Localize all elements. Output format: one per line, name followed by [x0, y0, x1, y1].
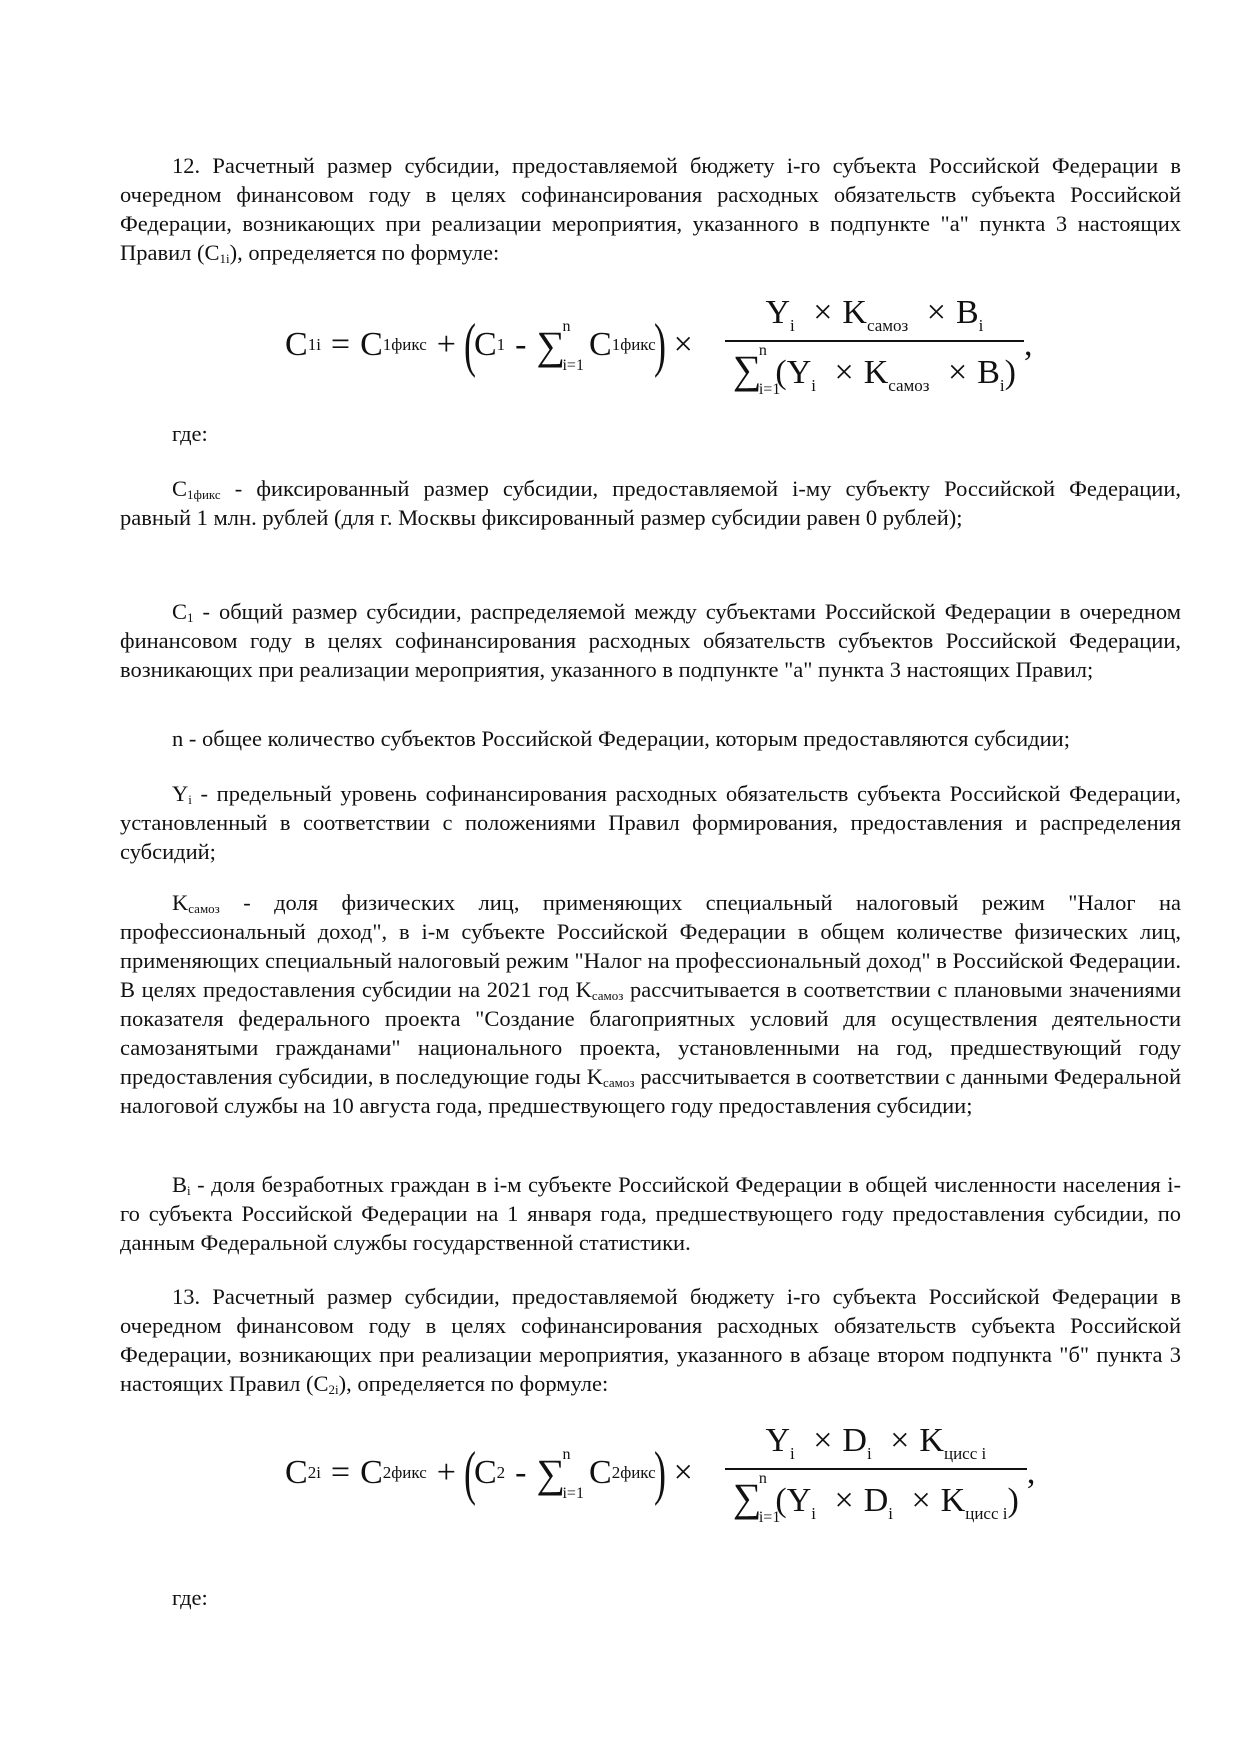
- paragraph-13: 13. Расчетный размер субсидии, предоставляемой бюджету i-го субъекта Российской Федерации в очередном финансовом году в целях софинансирования расходных обязательств субъекта Российской Федерации, возникающих при реализации мероприятия, указанного в абзаце втором подпункта "б" пункта 3 настоящих Правил $(C_{2i})$, определяется по формуле:: [120, 1284, 1181, 1397]
- definition-c1fix: $C_{1фикс}$ - фиксированный размер субсидии, предоставляемой i-му субъекту Российской Федерации, равный 1 млн. рублей (для г. Москвы фиксированный размер субсидии равен 0 рублей);: [120, 476, 1181, 530]
- definition-bi: $B_i$ - доля безработных граждан в i-м субъекте Российской Федерации в общей численности населения i-го субъекта Российской Федерации на 1 января года, предшествующего году предоставления субсидии, по данным Федеральной службы государственной статистики.: [120, 1172, 1181, 1255]
- formula-c1i: C 1i = C 1фикс + ( C 1 - ∑ n i=1 C 1фикс ) × $Y_i \times K_{самоз} \times B_i$ ∑ n i=1 $(Y_i \times K_{самоз} \times B_i)$ ,: [285, 294, 1033, 398]
- where-label: где:: [172, 421, 208, 446]
- definition-yi: $Y_i$ - предельный уровень софинансирования расходных обязательств субъекта Российской Федерации, установленный в соответствии с положениями Правил формирования, предоставления и распределения субсидий;: [120, 781, 1181, 864]
- formula-c2i: C 2i = C 2фикс + ( C 2 - ∑ n i=1 C 2фикс ) × $Y_i \times D_i \times K_{цисс i}$ ∑ n i=1 $(Y_i \times D_i \times K_{цисс i})$ ,: [285, 1422, 1036, 1526]
- definition-ksamoz: $K_{самоз}$ - доля физических лиц, применяющих специальный налоговый режим "Налог на профессиональный доход", в i-м субъекте Российской Федерации в общем количестве физических лиц, применяющих специальный налоговый режим "Налог на профессиональный доход" в Российской Федерации. В целях предоставления субсидии на 2021 год $K_{самоз}$ рассчитывается в соответствии с плановыми значениями показателя федерального проекта "Создание благоприятных условий для осуществления деятельности самозанятыми гражданами" национального проекта, установленными на год, предшествующий году предоставления субсидии, в последующие годы $K_{самоз}$ рассчитывается в соответствии с данными Федеральной налоговой службы на 10 августа года, предшествующего году предоставления субсидии;: [120, 890, 1182, 1118]
- definition-c1: $C_1$ - общий размер субсидии, распределяемой между субъектами Российской Федерации в очередном финансовом году в целях софинансирования расходных обязательств субъектов Российской Федерации, возникающих при реализации мероприятия, указанного в подпункте "а" пункта 3 настоящих Правил;: [120, 599, 1181, 682]
- where-label-2: где:: [172, 1585, 208, 1610]
- definition-n: n - общее количество субъектов Российской Федерации, которым предоставляются субсидии;: [172, 726, 1070, 751]
- paragraph-12: 12. Расчетный размер субсидии, предоставляемой бюджету i-го субъекта Российской Федерации в очередном финансовом году в целях софинансирования расходных обязательств субъекта Российской Федерации, возникающих при реализации мероприятия, указанного в подпункте "а" пункта 3 настоящих Правил $(C_{1i})$, определяется по формуле:: [120, 153, 1181, 266]
